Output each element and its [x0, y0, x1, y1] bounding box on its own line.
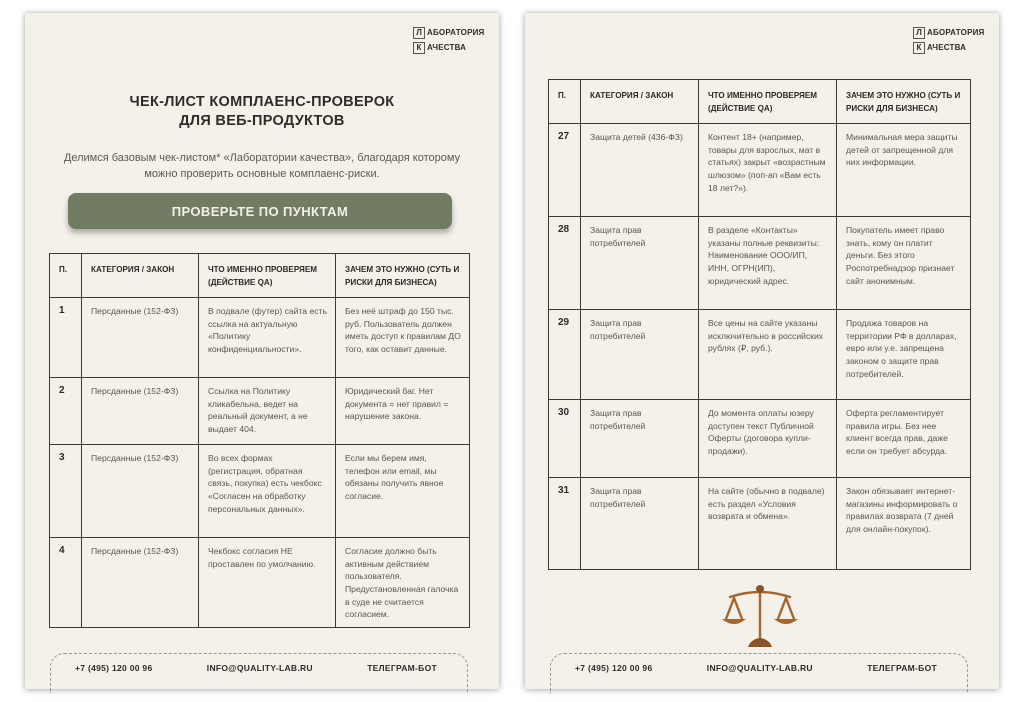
row-why: Оферта регламентирует правила игры. Без нее клиент всегда прав, даже если он требует абсурда.	[837, 400, 971, 478]
row-why: Покупатель имеет право знать, кому он платит деньги. Без этого Роспотребнадзор признает сайт анонимным.	[837, 217, 971, 310]
logo-line2: АЧЕСТВА	[927, 43, 967, 52]
logo-line1: АБОРАТОРИЯ	[427, 28, 485, 37]
row-why: Если мы берем имя, телефон или email, мы обязаны получить явное согласие.	[336, 445, 470, 538]
row-num: 29	[549, 310, 581, 400]
logo-line2: АЧЕСТВА	[427, 43, 467, 52]
row-why: Юридический баг. Нет документа = нет правил = нарушение закона.	[336, 378, 470, 445]
row-num: 30	[549, 400, 581, 478]
page-right	[525, 13, 999, 689]
row-num: 3	[50, 445, 82, 538]
row-num: 27	[549, 124, 581, 217]
row-action: Чекбокс согласия НЕ проставлен по умолчанию.	[199, 538, 336, 628]
email-link[interactable]: INFO@QUALITY-LAB.RU	[206, 663, 313, 673]
checklist-table	[548, 79, 971, 570]
row-num: 28	[549, 217, 581, 310]
row-num: 2	[50, 378, 82, 445]
header-num: П.	[549, 80, 581, 124]
page-left	[25, 13, 499, 689]
table-row	[50, 445, 470, 538]
table-row	[549, 217, 971, 310]
row-action: На сайте (обычно в подвале) есть раздел «Условия возврата и обмена».	[699, 478, 837, 570]
header-action: ЧТО ИМЕННО ПРОВЕРЯЕМ (ДЕЙСТВИЕ QA)	[199, 254, 336, 298]
document-title: ЧЕК-ЛИСТ КОМПЛАЕНС-ПРОВЕРОК ДЛЯ ВЕБ-ПРОДУКТОВ	[129, 94, 395, 129]
table-row	[549, 400, 971, 478]
telegram-bot-link[interactable]: ТЕЛЕГРАМ-БОТ	[867, 663, 937, 673]
header-num: П.	[50, 254, 82, 298]
row-category: Персданные (152-ФЗ)	[82, 445, 199, 538]
row-num: 4	[50, 538, 82, 628]
intro-text: Делимся базовым чек-листом* «Лаборатории качества», благодаря которому можно проверить основные комплаенс-риски.	[63, 152, 461, 180]
header-why: ЗАЧЕМ ЭТО НУЖНО (СУТЬ И РИСКИ ДЛЯ БИЗНЕСА)	[336, 254, 470, 298]
email-link[interactable]: INFO@QUALITY-LAB.RU	[706, 663, 813, 673]
row-why: Минимальная мера защиты детей от запрещенной для них информации.	[837, 124, 971, 217]
row-action: До момента оплаты юзеру доступен текст Публичной Оферты (договора купли-продажи).	[699, 400, 837, 478]
brand-logo	[913, 25, 987, 57]
logo-letter-box: Л	[913, 27, 925, 39]
row-action: Ссылка на Политику кликабельна, ведет на реальный документ, а не выдает 404.	[199, 378, 336, 445]
table-row	[50, 378, 470, 445]
row-category: Защита прав потребителей	[581, 400, 699, 478]
header-why: ЗАЧЕМ ЭТО НУЖНО (СУТЬ И РИСКИ ДЛЯ БИЗНЕСА)	[837, 80, 971, 124]
table-row	[50, 298, 470, 378]
row-category: Защита прав потребителей	[581, 478, 699, 570]
check-points-button[interactable]: ПРОВЕРЬТЕ ПО ПУНКТАМ	[68, 193, 452, 229]
scales-of-justice-icon	[720, 581, 800, 651]
phone-link[interactable]: +7 (495) 120 00 96	[75, 663, 153, 673]
table-header-row	[50, 254, 470, 298]
logo-letter-box: Л	[413, 27, 425, 39]
row-category: Персданные (152-ФЗ)	[82, 378, 199, 445]
contact-footer	[50, 653, 468, 693]
logo-letter-box: К	[413, 42, 425, 54]
row-category: Защита прав потребителей	[581, 310, 699, 400]
table-row	[549, 124, 971, 217]
row-why: Без неё штраф до 150 тыс. руб. Пользователь должен иметь доступ к правилам ДО того, как оставит данные.	[336, 298, 470, 378]
row-action: В разделе «Контакты» указаны полные реквизиты: Наименование ООО/ИП, ИНН, ОГРН(ИП), юридический адрес.	[699, 217, 837, 310]
row-action: Контент 18+ (например, товары для взрослых, мат в статьях) закрыт «возрастным шлюзом» (поп-ап «Вам есть 18 лет?»).	[699, 124, 837, 217]
row-num: 1	[50, 298, 82, 378]
telegram-bot-link[interactable]: ТЕЛЕГРАМ-БОТ	[367, 663, 437, 673]
checklist-table	[49, 253, 470, 628]
contact-footer	[550, 653, 968, 693]
row-num: 31	[549, 478, 581, 570]
row-why: Закон обязывает интернет-магазины информировать о правилах возврата (7 дней для онлайн-покупок).	[837, 478, 971, 570]
logo-line1: АБОРАТОРИЯ	[927, 28, 985, 37]
row-category: Персданные (152-ФЗ)	[82, 298, 199, 378]
row-action: В подвале (футер) сайта есть ссылка на актуальную «Политику конфиденциальности».	[199, 298, 336, 378]
logo-letter-box: К	[913, 42, 925, 54]
row-category: Защита прав потребителей	[581, 217, 699, 310]
header-category: КАТЕГОРИЯ / ЗАКОН	[82, 254, 199, 298]
table-row	[549, 478, 971, 570]
brand-logo	[413, 25, 487, 57]
row-action: Во всех формах (регистрация, обратная связь, покупка) есть чекбокс «Согласен на обработку персональных данных».	[199, 445, 336, 538]
phone-link[interactable]: +7 (495) 120 00 96	[575, 663, 653, 673]
row-why: Продажа товаров на территории РФ в долларах, евро или у.е. запрещена законом о защите прав потребителей.	[837, 310, 971, 400]
table-row	[549, 310, 971, 400]
table-header-row	[549, 80, 971, 124]
header-action: ЧТО ИМЕННО ПРОВЕРЯЕМ (ДЕЙСТВИЕ QA)	[699, 80, 837, 124]
row-category: Персданные (152-ФЗ)	[82, 538, 199, 628]
row-action: Все цены на сайте указаны исключительно в российских рублях (₽, руб.).	[699, 310, 837, 400]
row-category: Защита детей (436-ФЗ)	[581, 124, 699, 217]
row-why: Согласие должно быть активным действием пользователя. Предустановленная галочка в суде не считается согласием.	[336, 538, 470, 628]
table-row	[50, 538, 470, 628]
header-category: КАТЕГОРИЯ / ЗАКОН	[581, 80, 699, 124]
